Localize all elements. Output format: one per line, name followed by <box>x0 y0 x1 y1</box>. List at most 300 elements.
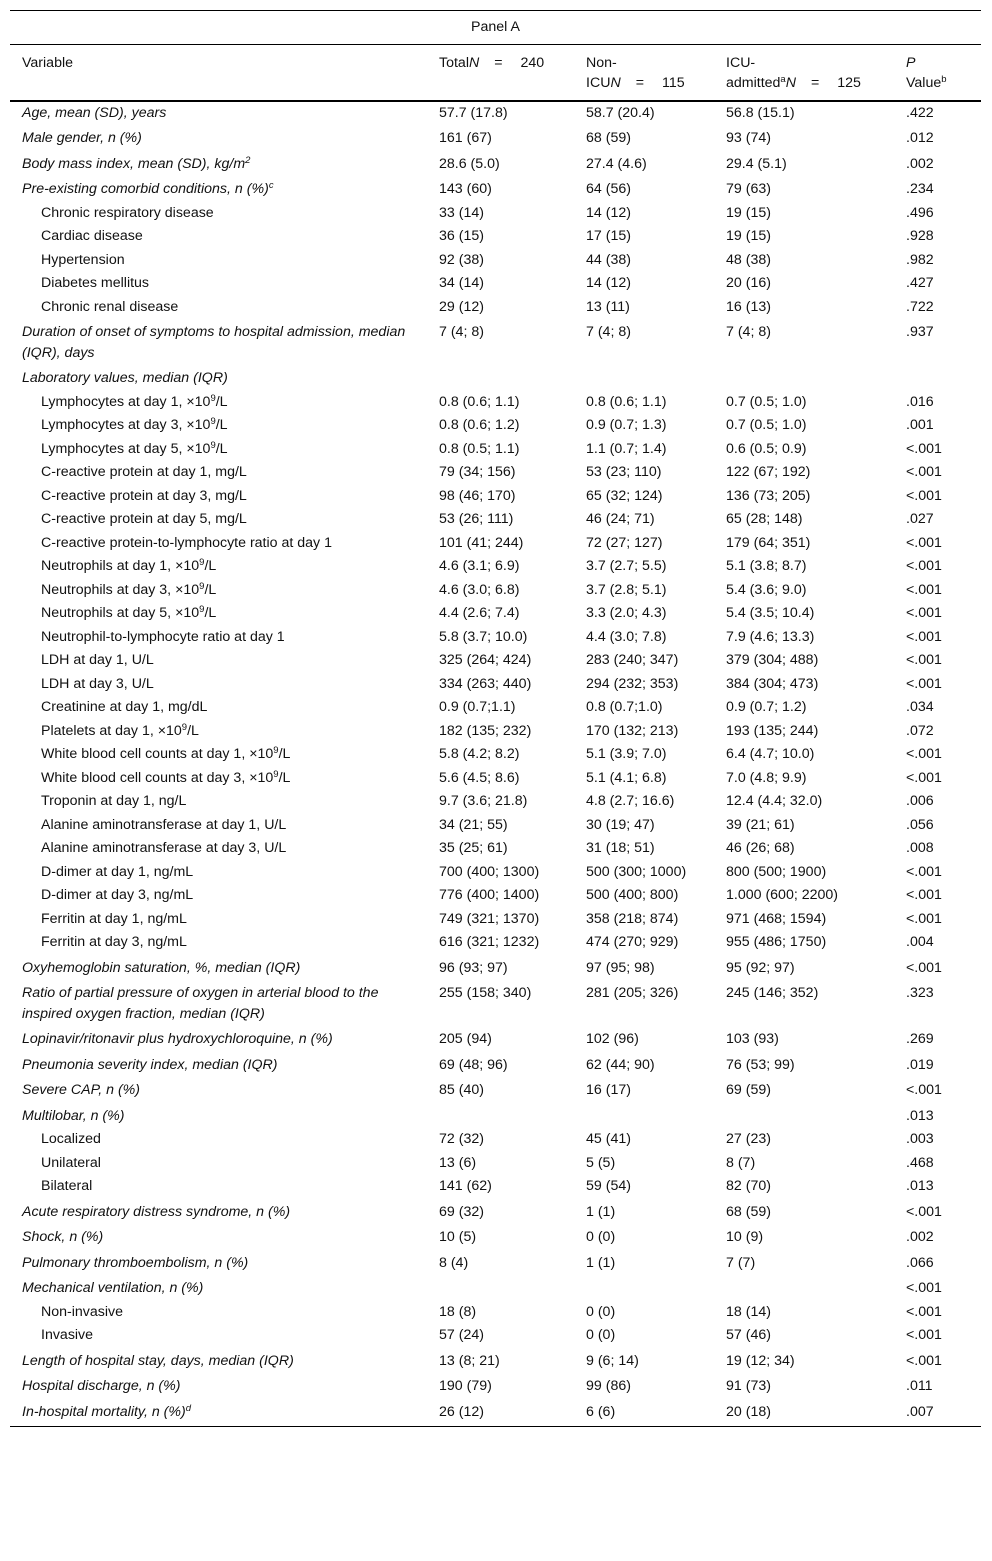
row-label: Invasive <box>41 1327 94 1343</box>
cell-p-value: .019 <box>906 1056 934 1073</box>
row-label: Hospital discharge, n (%) <box>22 1378 181 1394</box>
cell-non-icu: 53 (23; 110) <box>586 464 662 480</box>
cell-total: 7 (4; 8) <box>439 324 484 340</box>
cell-p-value: .011 <box>906 1378 933 1394</box>
row-label: Lymphocytes at day 1, $\times 10^9/L$ <box>41 392 228 410</box>
cell-total: 18 (8) <box>439 1303 477 1320</box>
cell-total: 205 (94) <box>439 1031 492 1047</box>
cell-total: 28.6 (5.0) <box>439 155 500 172</box>
table-row <box>10 1399 981 1427</box>
row-label: Alanine aminotransferase at day 1, U/L <box>41 816 287 833</box>
cell-total: 182 (135; 232) <box>439 722 532 739</box>
cell-icu: 7.9 (4.6; 13.3) <box>726 628 815 645</box>
cell-icu: 379 (304; 488) <box>726 652 819 668</box>
cell-icu: 0.7 (0.5; 1.0) <box>726 393 807 410</box>
cell-total: 4.6 (3.0; 6.8) <box>439 581 520 598</box>
table-row <box>10 814 981 838</box>
cell-non-icu: 294 (232; 353) <box>586 675 679 692</box>
cell-icu: 193 (135; 244) <box>726 722 819 739</box>
cell-icu: 56.8 (15.1) <box>726 104 795 121</box>
row-label: Unilateral <box>41 1154 101 1171</box>
cell-non-icu: 358 (218; 874) <box>586 910 679 927</box>
cell-p-value: .234 <box>906 181 934 197</box>
cell-non-icu: 99 (86) <box>586 1378 631 1394</box>
row-label: Localized <box>41 1131 101 1147</box>
cell-non-icu: 0 (0) <box>586 1327 616 1343</box>
cell-p-value: <.001 <box>906 487 942 504</box>
header-variable: Variable <box>10 44 427 101</box>
cell-total <box>427 1275 574 1301</box>
cell-icu: 12.4 (4.4; 32.0) <box>726 793 823 809</box>
cell-total: 34 (21; 55) <box>439 816 508 833</box>
cell-total: 4.4 (2.6; 7.4) <box>439 605 520 621</box>
row-label: Ferritin at day 3, ng/mL <box>41 934 187 950</box>
cell-icu: 245 (146; 352) <box>726 985 819 1001</box>
row-label: In-hospital mortality, n (%)$^d$ <box>10 1399 427 1427</box>
table-row <box>10 790 981 814</box>
cell-p-value: .004 <box>906 934 934 950</box>
cell-icu: 0.9 (0.7; 1.2) <box>726 699 807 715</box>
row-label: White blood cell counts at day 3, $\times 10^9/L$ <box>41 768 291 786</box>
cell-total: 255 (158; 340) <box>439 985 532 1001</box>
table-row <box>10 1250 981 1276</box>
cell-p-value: .422 <box>906 104 934 121</box>
table-row <box>10 296 981 320</box>
cell-non-icu: 14 (12) <box>586 204 631 221</box>
cell-icu: 1.000 (600; 2200) <box>726 887 839 903</box>
cell-non-icu <box>574 1103 714 1129</box>
cell-non-icu: 0 (0) <box>586 1303 616 1320</box>
cell-non-icu: 30 (19; 47) <box>586 816 655 833</box>
cell-total: 5.8 (4.2; 8.2) <box>439 746 520 762</box>
row-label: Platelets at day 1, $\times 10^9/L$ <box>41 721 199 739</box>
table-row <box>10 1152 981 1176</box>
row-label: LDH at day 1, U/L <box>41 652 154 668</box>
cell-p-value: <.001 <box>906 605 942 621</box>
cell-non-icu: 6 (6) <box>574 1399 714 1427</box>
cell-non-icu: 1 (1) <box>586 1254 616 1271</box>
cell-p-value: .034 <box>906 699 934 715</box>
row-label: Chronic renal disease <box>41 298 179 315</box>
cell-icu: 48 (38) <box>726 251 771 268</box>
cell-non-icu: 9 (6; 14) <box>586 1352 639 1369</box>
cell-total: 616 (321; 1232) <box>439 934 540 950</box>
row-label: Age, mean (SD), years <box>22 104 167 121</box>
cell-total: 141 (62) <box>439 1178 492 1194</box>
cell-total: 749 (321; 1370) <box>439 910 540 927</box>
table-row <box>10 414 981 438</box>
cell-p-value: <.001 <box>906 863 942 880</box>
cell-non-icu: 14 (12) <box>586 275 631 291</box>
row-label: Pre-existing comorbid conditions, n (%)$^c$ <box>22 180 274 197</box>
row-label: Troponin at day 1, ng/L <box>41 793 187 809</box>
table-body <box>10 101 981 1427</box>
cell-p-value: .722 <box>906 298 934 315</box>
cell-icu: 955 (486; 1750) <box>726 934 827 950</box>
cell-p-value: .006 <box>906 793 934 809</box>
table-row <box>10 837 981 861</box>
row-label: Neutrophils at day 3, $\times 10^9/L$ <box>41 580 217 598</box>
cell-non-icu: 4.8 (2.7; 16.6) <box>586 793 675 809</box>
cell-icu: 68 (59) <box>726 1203 771 1220</box>
cell-icu: 20 (18) <box>714 1399 894 1427</box>
row-label: Neutrophil-to-lymphocyte ratio at day 1 <box>41 628 285 645</box>
row-label: Oxyhemoglobin saturation, %, median (IQR) <box>22 959 301 976</box>
cell-total: 92 (38) <box>439 251 484 268</box>
cell-total: 0.8 (0.5; 1.1) <box>439 440 520 457</box>
cell-p-value: .013 <box>906 1178 934 1194</box>
cell-p-value: .056 <box>906 816 934 833</box>
table-row <box>10 1077 981 1103</box>
cell-non-icu: 0.8 (0.7;1.0) <box>586 699 663 715</box>
cell-p-value: .007 <box>894 1399 981 1427</box>
row-label: Bilateral <box>41 1178 93 1194</box>
cell-p-value: .323 <box>906 985 934 1001</box>
table-row <box>10 176 981 202</box>
cell-icu <box>714 1275 894 1301</box>
cell-total: 5.6 (4.5; 8.6) <box>439 769 520 786</box>
table-row <box>10 861 981 885</box>
row-label: Shock, n (%) <box>22 1229 104 1245</box>
table-row <box>10 438 981 462</box>
cell-non-icu: 59 (54) <box>586 1178 631 1194</box>
cell-icu: 69 (59) <box>726 1082 771 1098</box>
row-label: Cardiac disease <box>41 228 143 244</box>
cell-p-value: .468 <box>906 1154 934 1171</box>
cell-non-icu: 64 (56) <box>586 181 631 197</box>
cell-non-icu: 27.4 (4.6) <box>586 155 647 172</box>
table-row <box>10 1199 981 1225</box>
table-row <box>10 931 981 955</box>
cell-p-value: .427 <box>906 275 934 291</box>
cell-icu: 16 (13) <box>726 298 771 315</box>
row-label: Length of hospital stay, days, median (IQR) <box>22 1352 294 1369</box>
cell-p-value: .496 <box>906 204 934 221</box>
cell-non-icu: 44 (38) <box>586 251 631 268</box>
cell-non-icu: 500 (400; 800) <box>586 887 679 903</box>
row-label: Severe CAP, n (%) <box>22 1082 141 1098</box>
table-row <box>10 602 981 626</box>
table-row <box>10 508 981 532</box>
cell-total: 35 (25; 61) <box>439 840 508 856</box>
cell-total: 79 (34; 156) <box>439 464 516 480</box>
table-row <box>10 319 981 365</box>
table-row <box>10 720 981 744</box>
row-label: Lymphocytes at day 3, $\times 10^9/L$ <box>41 416 228 433</box>
cell-non-icu: 46 (24; 71) <box>586 511 655 527</box>
table-row <box>10 1128 981 1152</box>
cell-p-value: .003 <box>906 1131 934 1147</box>
cell-total: 10 (5) <box>439 1229 477 1245</box>
cell-icu: 46 (26; 68) <box>726 840 795 856</box>
table-row <box>10 649 981 673</box>
cell-p-value: .928 <box>906 228 934 244</box>
row-label: C-reactive protein at day 5, mg/L <box>41 511 247 527</box>
cell-icu: 384 (304; 473) <box>726 675 819 692</box>
cell-p-value: <.001 <box>906 910 942 927</box>
cell-p-value: <.001 <box>906 1280 942 1296</box>
header-total: TotalN = 240 <box>427 44 574 101</box>
cell-non-icu: 1.1 (0.7; 1.4) <box>586 440 667 457</box>
cell-p-value: .982 <box>906 251 934 268</box>
cell-p-value: <.001 <box>906 1352 942 1369</box>
cell-total <box>427 1103 574 1129</box>
cell-icu: 57 (46) <box>726 1327 771 1343</box>
cell-non-icu: 7 (4; 8) <box>586 324 631 340</box>
cell-non-icu <box>574 365 714 391</box>
cell-icu: 971 (468; 1594) <box>726 910 827 927</box>
cell-icu: 179 (64; 351) <box>726 534 811 551</box>
cell-p-value: <.001 <box>906 675 942 692</box>
cell-icu <box>714 365 894 391</box>
row-label: Pulmonary thromboembolism, n (%) <box>22 1254 249 1271</box>
cell-non-icu: 45 (41) <box>586 1131 631 1147</box>
row-label: Hypertension <box>41 251 125 268</box>
cell-icu: 0.7 (0.5; 1.0) <box>726 417 807 433</box>
cell-icu: 122 (67; 192) <box>726 464 811 480</box>
table-row <box>10 555 981 579</box>
cell-p-value: <.001 <box>906 581 942 598</box>
cell-icu: 39 (21; 61) <box>726 816 795 833</box>
cell-non-icu: 3.7 (2.8; 5.1) <box>586 581 667 598</box>
row-label: C-reactive protein at day 3, mg/L <box>41 487 247 504</box>
table-row <box>10 908 981 932</box>
cell-p-value: .066 <box>906 1254 934 1271</box>
table-row <box>10 1275 981 1301</box>
row-label: Pneumonia severity index, median (IQR) <box>22 1056 278 1073</box>
cell-non-icu: 17 (15) <box>586 228 631 244</box>
cell-non-icu <box>574 1275 714 1301</box>
cell-p-value: .016 <box>906 393 934 410</box>
cell-non-icu: 5.1 (3.9; 7.0) <box>586 746 667 762</box>
cell-total: 85 (40) <box>439 1082 484 1098</box>
table-row <box>10 1026 981 1052</box>
row-label: Lymphocytes at day 5, $\times 10^9/L$ <box>41 439 228 457</box>
cell-p-value: <.001 <box>906 1327 942 1343</box>
cell-icu: 79 (63) <box>726 181 771 197</box>
table-row <box>10 579 981 603</box>
cell-total: 776 (400; 1400) <box>439 887 540 903</box>
table-row <box>10 485 981 509</box>
table-row <box>10 1348 981 1374</box>
cell-non-icu: 170 (132; 213) <box>586 722 679 739</box>
cell-icu: 65 (28; 148) <box>726 511 803 527</box>
cell-p-value: <.001 <box>906 652 942 668</box>
row-label: Duration of onset of symptoms to hospital admission, median (IQR), days <box>22 324 406 361</box>
cell-icu: 82 (70) <box>726 1178 771 1194</box>
cell-icu: 27 (23) <box>726 1131 771 1147</box>
cell-icu: 19 (15) <box>726 228 771 244</box>
table-row <box>10 696 981 720</box>
cell-non-icu: 283 (240; 347) <box>586 652 679 668</box>
cell-non-icu: 31 (18; 51) <box>586 840 655 856</box>
cell-total: 0.9 (0.7;1.1) <box>439 699 516 715</box>
cell-icu: 103 (93) <box>726 1031 779 1047</box>
table-row <box>10 955 981 981</box>
cell-icu: 7 (4; 8) <box>726 324 771 340</box>
cell-p-value: <.001 <box>906 558 942 574</box>
row-label: Laboratory values, median (IQR) <box>22 370 228 386</box>
table-row <box>10 461 981 485</box>
cell-total <box>427 365 574 391</box>
cell-non-icu: 3.7 (2.7; 5.5) <box>586 558 667 574</box>
row-label: C-reactive protein at day 1, mg/L <box>41 464 247 480</box>
cell-total: 69 (32) <box>439 1203 484 1220</box>
cell-total: 33 (14) <box>439 204 484 221</box>
cell-total: 57.7 (17.8) <box>439 104 508 121</box>
cell-total: 13 (8; 21) <box>439 1352 500 1369</box>
cell-p-value <box>894 365 981 391</box>
cell-non-icu: 0 (0) <box>586 1229 616 1245</box>
row-label: Diabetes mellitus <box>41 275 150 291</box>
cell-p-value: .002 <box>906 1229 934 1245</box>
cell-total: 161 (67) <box>439 130 492 146</box>
cell-p-value: .072 <box>906 722 934 739</box>
table-row <box>10 884 981 908</box>
table-row <box>10 391 981 415</box>
cell-non-icu: 5.1 (4.1; 6.8) <box>586 769 667 786</box>
cell-non-icu: 13 (11) <box>586 298 630 315</box>
header-p-value: P Value$^b$ <box>894 44 981 101</box>
row-label: Non-invasive <box>41 1303 124 1320</box>
header-non-icu: Non- ICUN = 115 <box>574 44 714 101</box>
data-table <box>10 10 981 1427</box>
cell-icu: 7 (7) <box>726 1254 756 1271</box>
cell-icu: 20 (16) <box>726 275 771 291</box>
cell-total: 13 (6) <box>439 1154 477 1171</box>
table-row <box>10 743 981 767</box>
cell-total: 72 (32) <box>439 1131 484 1147</box>
row-label: Male gender, n (%) <box>22 130 142 146</box>
cell-p-value: <.001 <box>906 534 942 551</box>
cell-icu: 91 (73) <box>726 1378 771 1394</box>
cell-total: 143 (60) <box>439 181 492 197</box>
table-row <box>10 1224 981 1250</box>
cell-non-icu: 500 (300; 1000) <box>586 863 687 880</box>
table-row <box>10 101 981 126</box>
cell-icu: 93 (74) <box>726 130 771 146</box>
cell-icu: 10 (9) <box>726 1229 764 1245</box>
cell-non-icu: 58.7 (20.4) <box>586 104 655 121</box>
cell-total: 190 (79) <box>439 1378 492 1394</box>
row-label: Alanine aminotransferase at day 3, U/L <box>41 840 287 856</box>
cell-non-icu: 5 (5) <box>586 1154 616 1171</box>
cell-icu: 6.4 (4.7; 10.0) <box>726 746 815 762</box>
table-row <box>10 767 981 791</box>
cell-non-icu: 474 (270; 929) <box>586 934 679 950</box>
row-label: White blood cell counts at day 1, $\times 10^9/L$ <box>41 745 291 762</box>
row-label: Neutrophils at day 5, $\times 10^9/L$ <box>41 604 217 621</box>
cell-p-value: <.001 <box>906 887 942 903</box>
cell-non-icu: 65 (32; 124) <box>586 487 663 504</box>
cell-icu: 76 (53; 99) <box>726 1056 795 1073</box>
cell-total: 34 (14) <box>439 275 484 291</box>
panel-title: Panel A <box>10 11 981 45</box>
row-label: Neutrophils at day 1, $\times 10^9/L$ <box>41 557 217 574</box>
cell-non-icu: 62 (44; 90) <box>586 1056 655 1073</box>
table-row <box>10 151 981 177</box>
row-label: Multilobar, n (%) <box>22 1107 125 1124</box>
cell-total: 4.6 (3.1; 6.9) <box>439 558 520 574</box>
cell-p-value: <.001 <box>906 440 942 457</box>
cell-total: 36 (15) <box>439 228 484 244</box>
row-label: Lopinavir/ritonavir plus hydroxychloroquine, n (%) <box>22 1031 333 1047</box>
cell-non-icu: 68 (59) <box>586 130 631 146</box>
cell-non-icu: 4.4 (3.0; 7.8) <box>586 628 667 645</box>
cell-icu: 8 (7) <box>726 1154 756 1171</box>
cell-total: 700 (400; 1300) <box>439 863 540 880</box>
cell-total: 57 (24) <box>439 1327 484 1343</box>
cell-p-value: .008 <box>906 840 934 856</box>
cell-total: 0.8 (0.6; 1.1) <box>439 393 520 410</box>
table-row <box>10 125 981 151</box>
header-icu: ICU- admitted$^a$N = 125 <box>714 44 894 101</box>
cell-p-value: <.001 <box>906 1082 942 1098</box>
cell-non-icu: 1 (1) <box>586 1203 616 1220</box>
cell-total: 98 (46; 170) <box>439 487 516 504</box>
cell-icu: 29.4 (5.1) <box>726 155 787 172</box>
cell-non-icu: 3.3 (2.0; 4.3) <box>586 605 667 621</box>
cell-p-value: .001 <box>906 417 934 433</box>
cell-total: 8 (4) <box>439 1254 469 1271</box>
cell-total: 9.7 (3.6; 21.8) <box>439 793 528 809</box>
cell-total: 101 (41; 244) <box>439 534 524 551</box>
cell-non-icu: 16 (17) <box>586 1082 631 1098</box>
row-label: D-dimer at day 3, ng/mL <box>41 887 194 903</box>
table-row <box>10 1301 981 1325</box>
cell-non-icu: 102 (96) <box>586 1031 639 1047</box>
table-row <box>10 1324 981 1348</box>
cell-p-value: .269 <box>906 1031 934 1047</box>
cell-total: 0.8 (0.6; 1.2) <box>439 417 520 433</box>
cell-total: 29 (12) <box>439 298 484 315</box>
cell-total: 69 (48; 96) <box>439 1056 508 1073</box>
table-row <box>10 532 981 556</box>
table-row <box>10 272 981 296</box>
table-row <box>10 673 981 697</box>
cell-non-icu: 0.8 (0.6; 1.1) <box>586 393 667 410</box>
cell-p-value: .027 <box>906 511 934 527</box>
cell-total: 325 (264; 424) <box>439 652 532 668</box>
row-label: Chronic respiratory disease <box>41 204 214 221</box>
cell-non-icu: 281 (205; 326) <box>586 985 679 1001</box>
row-label: Creatinine at day 1, mg/dL <box>41 699 208 715</box>
cell-p-value: <.001 <box>906 1303 942 1320</box>
cell-non-icu: 0.9 (0.7; 1.3) <box>586 417 667 433</box>
row-label: D-dimer at day 1, ng/mL <box>41 863 194 880</box>
cell-total: 53 (26; 111) <box>439 511 514 527</box>
table-row <box>10 1052 981 1078</box>
cell-icu: 95 (92; 97) <box>726 959 795 976</box>
cell-total: 5.8 (3.7; 10.0) <box>439 628 528 645</box>
table-row <box>10 1103 981 1129</box>
cell-p-value: <.001 <box>906 959 942 976</box>
cell-icu: 136 (73; 205) <box>726 487 811 504</box>
table-container <box>10 10 981 1427</box>
table-row <box>10 365 981 391</box>
row-label: Body mass index, mean (SD), $kg/m^2$ <box>22 154 251 172</box>
table-row <box>10 626 981 650</box>
row-label: LDH at day 3, U/L <box>41 675 154 692</box>
cell-icu <box>714 1103 894 1129</box>
cell-icu: 800 (500; 1900) <box>726 863 827 880</box>
table-row <box>10 202 981 226</box>
cell-p-value: .013 <box>906 1107 934 1124</box>
row-label: Ferritin at day 1, ng/mL <box>41 910 187 927</box>
cell-p-value: <.001 <box>906 769 942 786</box>
cell-icu: 19 (15) <box>726 204 771 221</box>
cell-icu: 5.4 (3.5; 10.4) <box>726 605 815 621</box>
